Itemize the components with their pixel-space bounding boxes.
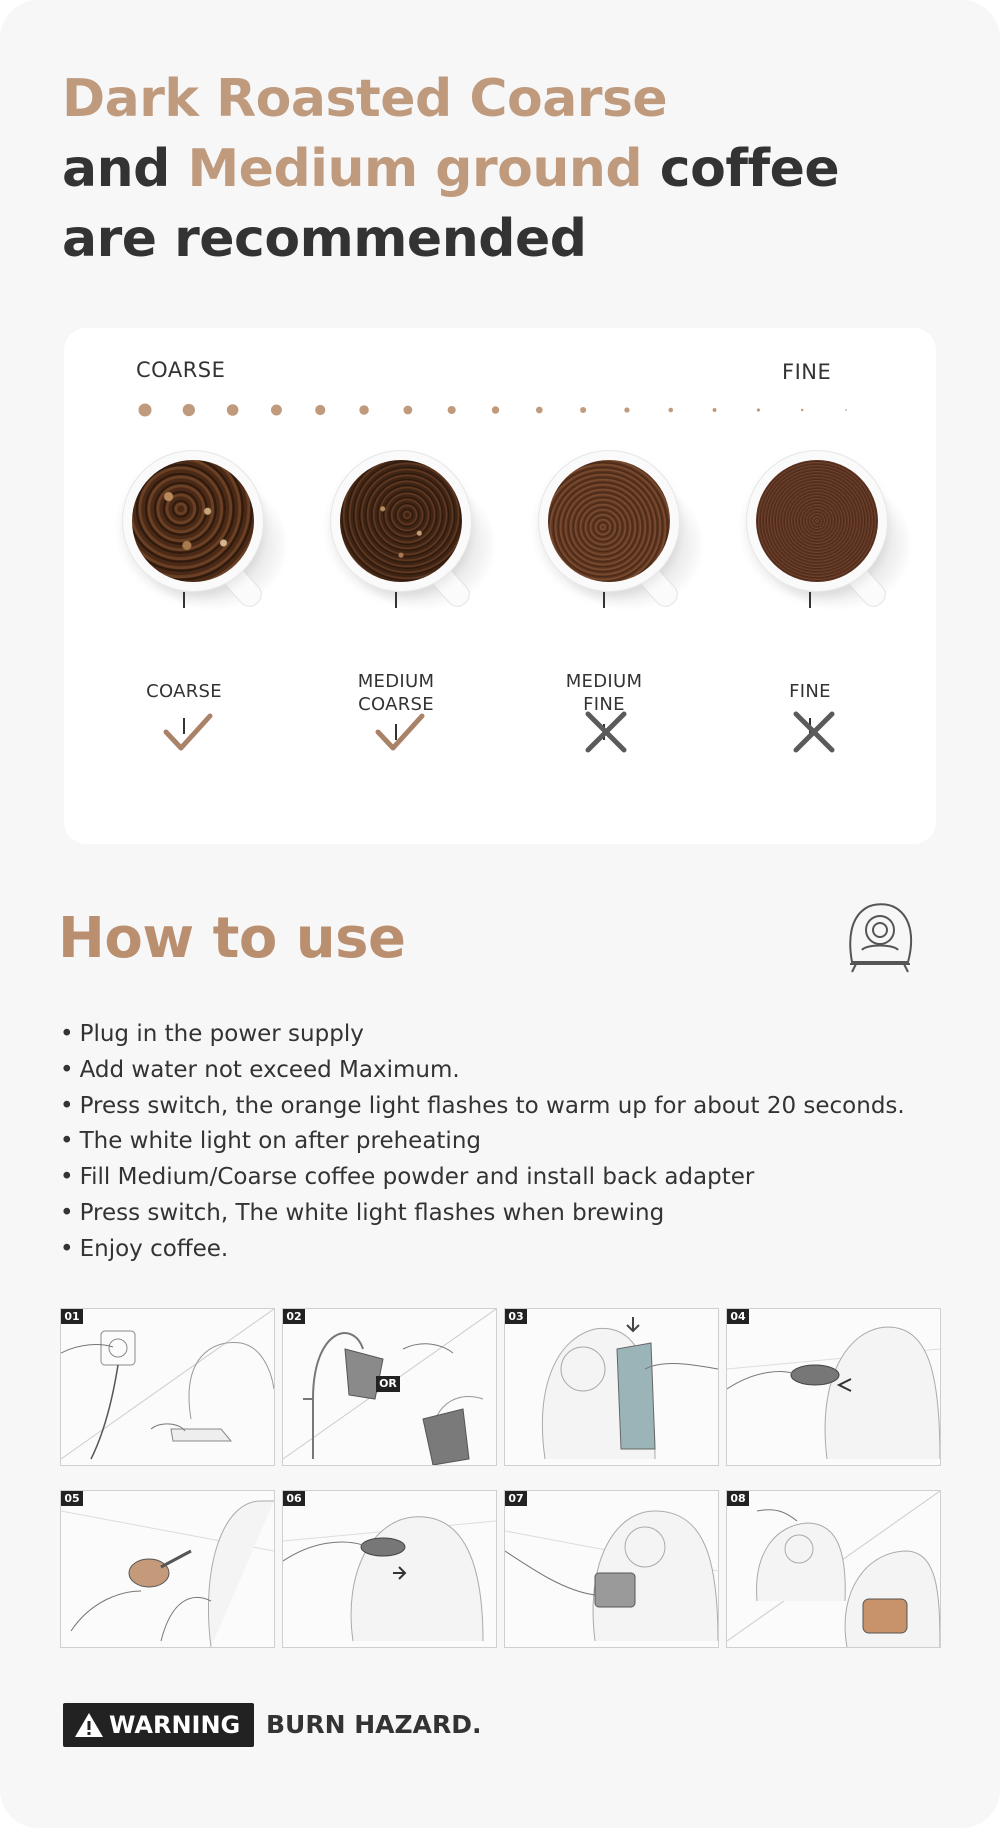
warning-label [63,1703,254,1747]
scale-dot [757,408,760,411]
grind-label-medium-coarse: MEDIUM COARSE [357,671,435,715]
cross-icon [578,704,634,760]
scale-dot [448,406,456,414]
step-illustration-04 [726,1308,941,1466]
headline-suffix: coffee [642,139,840,199]
scale-dot [713,408,717,412]
scale-dot [403,406,412,415]
scale-dot [227,404,239,416]
step-illustration-05 [60,1490,275,1648]
cup-coarse [108,450,288,610]
cup-medium-coarse [316,450,496,610]
tick [183,592,185,608]
scale-dot [183,404,195,416]
grind-scale-dots [64,328,936,448]
cup-fine [732,450,912,610]
scale-dot [492,406,499,413]
coffee-machine-icon [842,900,918,980]
instruction-step: • Enjoy coffee. [60,1232,905,1268]
tick [603,592,605,608]
check-icon [160,704,216,760]
scale-dot [271,405,282,416]
how-to-use-title: How to use [58,906,406,971]
headline-accent-1: Dark Roasted Coarse [62,69,668,129]
instruction-step: • Plug in the power supply [60,1017,905,1053]
step-number-badge: 08 [727,1491,749,1506]
warning-text: WARNING [109,1711,241,1739]
grind-label-fine: FINE [789,681,831,702]
step-illustration-06 [282,1490,497,1648]
headline-line3: are recommended [62,209,587,269]
headline-accent-2: Medium ground [187,139,643,199]
step-number-badge: 03 [505,1309,527,1324]
scale-dot [624,407,629,412]
scale-dot [315,405,325,415]
grind-label-medium-fine: MEDIUM FINE [565,671,643,715]
grind-label-coarse: COARSE [146,681,222,702]
step-illustration-08 [726,1490,941,1648]
scale-dot [801,409,804,412]
scale-coarse-label: COARSE [136,358,226,382]
instruction-step: • The white light on after preheating [60,1124,905,1160]
scale-dot [668,408,673,413]
step-number-badge: 06 [283,1491,305,1506]
scale-fine-label: FINE [782,360,832,384]
grind-size-card [64,328,936,844]
tick [809,592,811,608]
scale-dot [359,405,369,415]
check-icon [372,704,428,760]
tick [395,592,397,608]
warning-icon [73,1711,105,1739]
step-illustration-03 [504,1308,719,1466]
step-number-badge: 01 [61,1309,83,1324]
scale-dot [536,407,543,414]
burn-hazard-text: BURN HAZARD. [266,1710,482,1739]
step-illustration-01 [60,1308,275,1466]
step-illustration-07 [504,1490,719,1648]
or-badge: OR [376,1376,400,1392]
headline-prefix: and [62,139,188,199]
scale-dot [580,407,586,413]
cross-icon [786,704,842,760]
instruction-step: • Fill Medium/Coarse coffee powder and install back adapter [60,1160,905,1196]
headline [62,64,839,274]
instruction-step: • Add water not exceed Maximum. [60,1053,905,1089]
scale-dot [139,404,152,417]
cup-medium-fine [524,450,704,610]
step-number-badge: 02 [283,1309,305,1324]
scale-dot [845,409,847,411]
step-number-badge: 05 [61,1491,83,1506]
instruction-step: • Press switch, the orange light flashes to warm up for about 20 seconds. [60,1089,905,1125]
step-number-badge: 04 [727,1309,749,1324]
step-number-badge: 07 [505,1491,527,1506]
instruction-list [60,1017,905,1268]
instruction-step: • Press switch, The white light flashes when brewing [60,1196,905,1232]
